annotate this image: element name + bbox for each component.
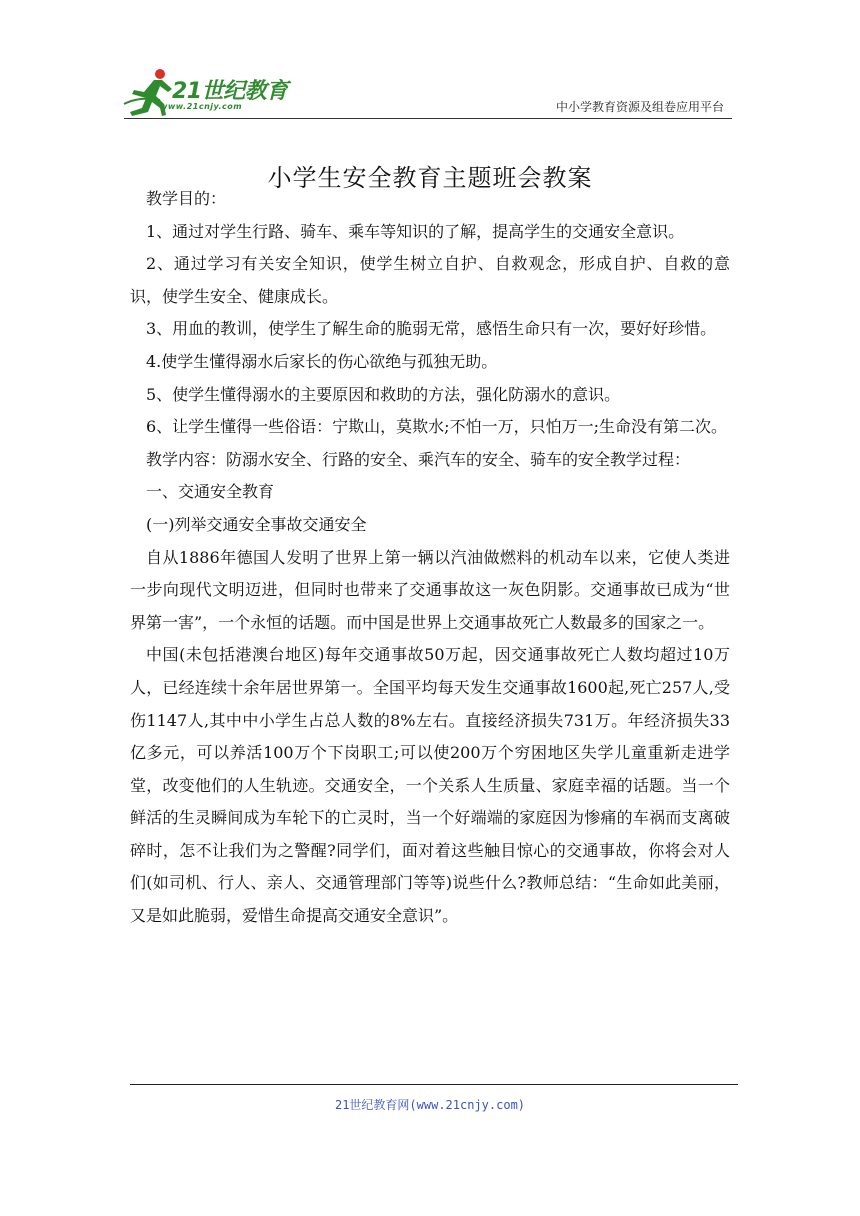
page-header: [120, 66, 732, 118]
paragraph: 5、使学生懂得溺水的主要原因和救助的方法，强化防溺水的意识。: [146, 384, 621, 404]
paragraph: 中国(未包括港澳台地区)每年交通事故50万起，因交通事故死亡人数均超过10万人，已经连续十余年居世界第一。全国平均每天发生交通事故1600起,死亡257人,受伤1147人,其中中小学生占总人数的8%左右。直接经济损失731万。年经济损失33亿多元，可以养活100万个下岗职工;可以使200万个穷困地区失学儿童重新走进学堂，改变他们的人生轨迹。交通安全，一个关系人生质量、家庭幸福的话题。当一个鲜活的生灵瞬间成为车轮下的亡灵时，当一个好端端的家庭因为惨痛的车祸而支离破碎时，怎不让我们为之警醒?同学们，面对着这些触目惊心的交通事故，你将会对人们(如司机、行人、亲人、交通管理部门等等)说些什么?教师总结：“生命如此美丽，又是如此脆弱，爱惜生命提高交通安全意识”。: [130, 645, 730, 926]
document-body: [130, 183, 730, 933]
paragraph: 6、让学生懂得一些俗语：宁欺山，莫欺水;不怕一万，只怕万一;生命没有第二次。: [146, 417, 727, 437]
paragraph: 2、通过学习有关安全知识，使学生树立自护、自救观念，形成自护、自救的意识，使学生安全、健康成长。: [130, 254, 730, 306]
platform-tagline: 中小学教育资源及组卷应用平台: [555, 100, 724, 114]
subsection-heading: (一)列举交通安全事故交通安全: [146, 514, 367, 534]
paragraph: 3、用血的教训，使学生了解生命的脆弱无常，感悟生命只有一次，要好好珍惜。: [146, 319, 717, 339]
paragraph: 4.使学生懂得溺水后家长的伤心欲绝与孤独无助。: [146, 351, 498, 371]
footer-link[interactable]: 21世纪教育网(www.21cnjy.com): [334, 1098, 526, 1112]
footer-divider: [130, 1084, 738, 1085]
paragraph: 教学目的：: [146, 189, 227, 208]
site-logo[interactable]: [120, 66, 300, 118]
paragraph: 1、通过对学生行路、骑车、乘车等知识的了解，提高学生的交通安全意识。: [146, 221, 685, 241]
paragraph: 自从1886年德国人发明了世界上第一辆以汽油做燃料的机动车以来，它使人类进一步向现代文明迈进，但同时也带来了交通事故这一灰色阴影。交通事故已成为“世界第一害”，一个永恒的话题。而中国是世界上交通事故死亡人数最多的国家之一。: [130, 547, 730, 632]
document-title: 小学生安全教育主题班会教案: [267, 164, 593, 193]
logo-url: www.21cnjy.com: [160, 102, 243, 111]
header-divider: [124, 118, 732, 119]
logo-text: 21世纪教育: [172, 79, 288, 104]
paragraph: 教学内容：防溺水安全、行路的安全、乘汽车的安全、骑车的安全教学过程：: [146, 449, 691, 469]
section-heading: 一、交通安全教育: [146, 482, 275, 502]
